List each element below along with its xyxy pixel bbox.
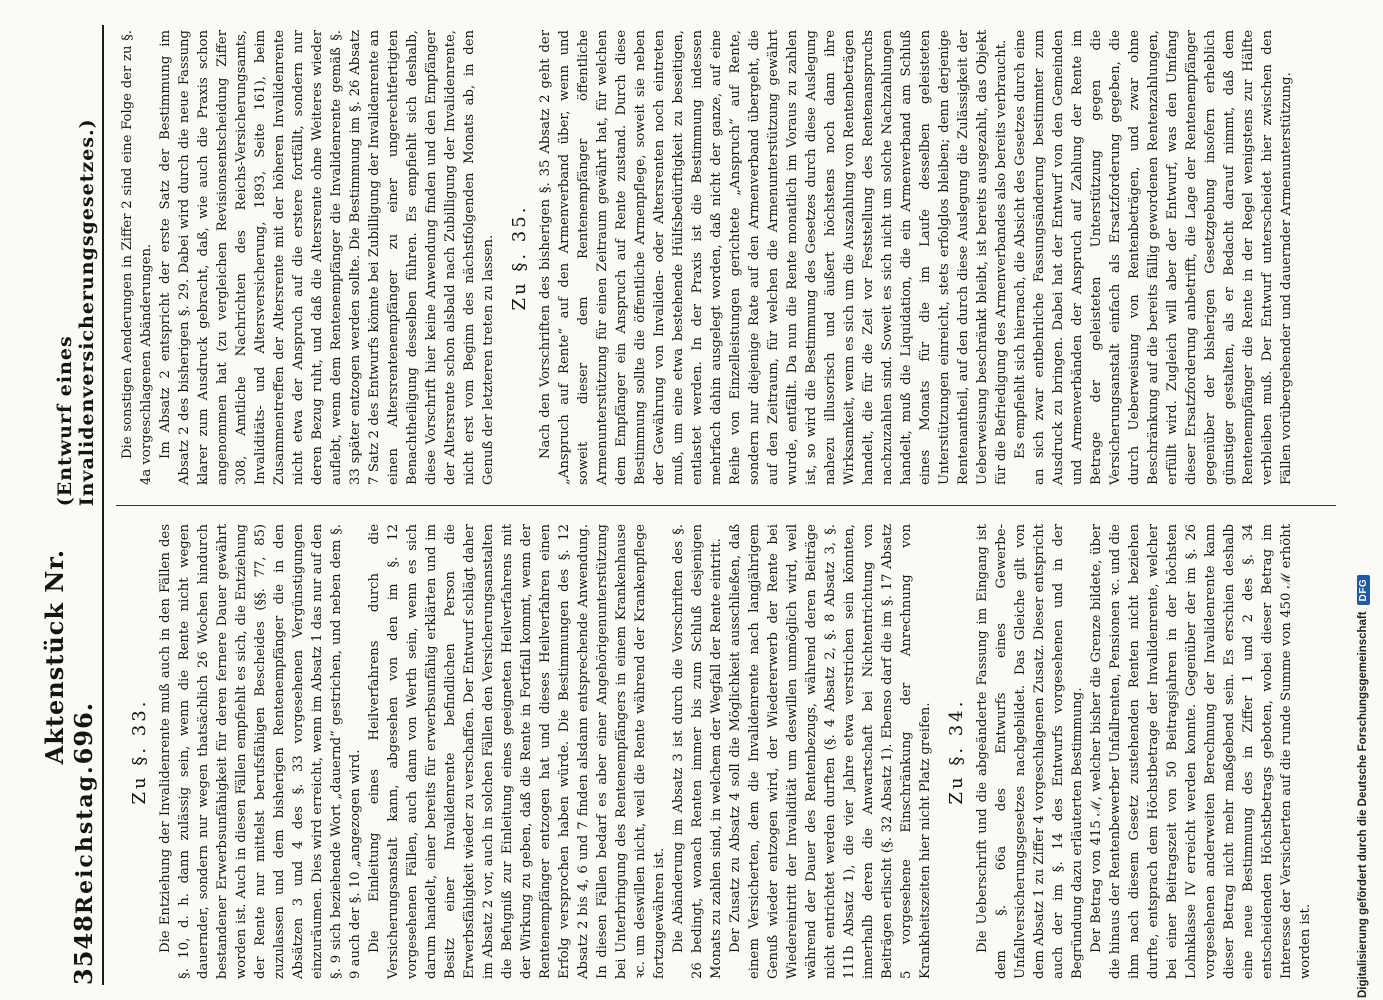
paragraph: Nach den Vorschriften des bisherigen §. 35 Absatz 2 geht der „Anspruch auf Rente“ auf den Armenverband über, wenn und soweit dieser dem Rentenempfänger öffentliche Armenunterstützung für einen Zeitraum gewährt hat, für welchen dem Empfänger ein Anspruch auf Rente zustand. Durch diese Bestimmung sollte die öffentliche Armenpflege, soweit sie neben der Gewährung von Invaliden- oder Altersrenten noch eintreten muß, um eine etwa bestehende Hülfsbedürftigkeit zu beseitigen, entlastet werden. In der Praxis ist die Bestimmung indessen mehrfach dahin ausgelegt worden, daß nicht der ganze, auf eine Reihe von Einzelleistungen gerichtete „Anspruch“ auf Rente, sondern nur diejenige Rate auf den Armenverband übergeht, die auf den Zeitraum, für welchen die Armenunterstützung gewährt wurde, entfällt. Da nun die Rente monatlich im Voraus zu zahlen ist, so wird die Bestimmung des Gesetzes durch diese Auslegung nahezu illusorisch und äußert höchstens noch dann ihre Wirksamkeit, wenn es sich um die Auszahlung von Rentenbeträgen handelt, die für die Zeit vor Feststellung des Rentenanspruchs nachzuzahlen sind. Soweit es sich nicht um solche Nachzahlungen handelt, muß die Liquidation, die ein Armenverband am Schluß eines Monats für die im Laufe desselben geleisteten Unterstützungen einreicht, stets erfolglos bleiben; denn derjenige Rentenantheil, auf den durch diese Auslegung die Zulässigkeit der Ueberweisung beschränkt bleibt, ist bereits ausgezahlt, das Objekt für die Befriedigung des Armenverbandes also bereits verbraucht. bbox=[538, 30, 1009, 485]
header-document-number: Aktenstück Nr. 696. bbox=[40, 548, 98, 765]
paragraph: Es empfiehlt sich hiernach, die Absicht des Gesetzes durch eine an sich zwar entbehrliche Fassungsänderung bestimmter zum Ausdruck zu bringen. Dabei hat der Entwurf von den Gemeinden und Armenverbänden der Anspruch auf Zahlung der Rente im Betrage der geleisteten Unterstützung gegen die Versicherungsanstalt einfach als Ersatzforderung gegeben, die durch Ueberweisung von Rentenbeträgen, und zwar ohne Beschränkung auf die bereits fällig gewordenen Rentenzahlungen, erfüllt wird. Zugleich will aber der Entwurf, was den Umfang dieser Ersatzforderung anbetrifft, die Lage der Rentenempfänger gegenüber der bisherigen Gesetzgebung insofern erheblich günstiger gestalten, als er Bedacht darauf nimmt, daß dem Rentenempfänger die Rente in der Regel wenigstens zur Hälfte verbleiben muß. Der Entwurf unterscheidet hier zwischen den Fällen vorübergehender und dauernder Armenunterstützung. bbox=[1013, 30, 1294, 485]
page-number: 3548 bbox=[69, 914, 98, 985]
paragraph: Die Ueberschrift und die abgeänderte Fassung im Eingang ist dem §. 66a des Entwurfs eines Gewerbe-Unfallversicherungsgesetzes nachgebildet. Das Gleiche gilt von dem Absatz 1 zu Ziffer 4 vorgeschlagenen Zusatz. Dieser entspricht auch der im §. 14 des Entwurfs vorgesehenen und in der Begründung dazu erläuterten Bestimmung. bbox=[975, 524, 1085, 979]
right-column bbox=[118, 30, 1296, 485]
header-reichstag: Reichstag. bbox=[72, 764, 98, 915]
paragraph: Der Betrag von 415 ℳ, welcher bisher die Grenze bildete, über die hinaus der Rentenbewerber Unfallrenten, Pensionen ꝛc. und die ihm nach diesem Gesetz zustehenden Renten nicht beziehen durfte, entsprach dem Höchstbetrage der Invalidenrente, welcher bei einer Beitragszeit von 50 Beitragsjahren in der höchsten Lohnklasse IV erreicht werden konnte. Gegenüber der im §. 26 vorgesehenen anderweiten Berechnung der Invalidenrente kann dieser Betrag nicht mehr maßgebend sein. Es erschien deshalb eine neue Bestimmung des in Ziffer 1 und 2 des §. 34 entscheidenden Höchstbetrags geboten, wobei dieser Betrag im Interesse der Versicherten auf die runde Summe von 450 ℳ erhöht worden ist. bbox=[1089, 524, 1313, 979]
header-document-title: (Entwurf eines Invalidenversicherungsgesetzes.) bbox=[54, 118, 98, 507]
paragraph: Im Absatz 2 entspricht der erste Satz der Bestimmung im Absatz 2 des bisherigen §. 29. Dabei wird durch die neue Fassung klarer zum Ausdruck gebracht, daß, wie auch die Praxis schon angenommen hat (zu vergleichen Revisionsentscheidung Ziffer 308, Amtliche Nachrichten des Reichs-Versicherungsamts, Invaliditäts- und Altersversicherung, 1893, Seite 161), beim Zusammentreffen der Altersrente mit der höheren Invalidenrente nicht etwa der Anspruch auf die erstere fortfällt, sondern nur deren Bezug ruht, und daß die Altersrente ohne Weiteres wieder auflebt, wenn dem Rentenempfänger die Invalidenrente gemäß §. 33 später entzogen werden sollte. Die Bestimmung im §. 26 Absatz 7 Satz 2 des Entwurfs könnte bei Zubilligung der Invalidenrente an einen Altersrentenempfänger zu einer ungerechtfertigten Benachtheiligung desselben führen. Es empfiehlt sich deshalb, diese Vorschrift hier keine Anwendung finden und den Empfänger der Altersrente schon alsbald nach Zubilligung der Invalidenrente, nicht erst vom Beginn des nächstfolgenden Monats ab, in den Genuß der letzteren treten zu lassen. bbox=[158, 30, 496, 485]
paragraph: Die Entziehung der Invalidenrente muß auch in den Fällen des §. 10, d. h. dann zulässig sein, wenn die Rente nicht wegen dauernder, sondern nur wegen thatsächlich 26 Wochen hindurch bestandener Erwerbsunfähigkeit für deren fernere Dauer gewährt worden ist. Auch in diesen Fällen empfiehlt es sich, die Entziehung der Rente nur mittelst berufsfähigen Bescheides (§§. 77, 85) zuzulassen und dem bisherigen Rentenempfänger die in den Absätzen 3 und 4 des §. 33 vorgesehenen Vergünstigungen einzuräumen. Dies wird erreicht, wenn im Absatz 1 das nur auf den §. 9 sich beziehende Wort „dauernd“ gestrichen, und neben dem §. 9 auch der §. 10 „angezogen wird. bbox=[158, 524, 363, 979]
document-page bbox=[40, 25, 1350, 985]
digitization-text: Digitalisierung gefördert durch die Deutsche Forschungsgemeinschaft bbox=[1357, 611, 1369, 998]
paragraph: Die Abänderung im Absatz 3 ist durch die Vorschriften des §. 26 bedingt, wonach Renten immer bis zum Schluß desjenigen Monats zu zahlen sind, in welchem der Wegfall der Rente eintritt. bbox=[671, 524, 724, 979]
paragraph: Die sonstigen Aenderungen in Ziffer 2 sind eine Folge der zu §. 4a vorgeschlagenen Abänderungen. bbox=[120, 30, 154, 485]
page-header bbox=[40, 25, 104, 985]
paragraph: Die Einleitung eines Heilverfahrens durch die Versicherungsanstalt kann, abgesehen von den im §. 12 vorgesehenen Fällen, auch dann von Werth sein, wenn es sich darum handelt, einer bereits für erwerbsunfähig erklärten und im Besitz einer Invalidenrente befindlichen Person die Erwerbsfähigkeit wieder zu verschaffen. Der Entwurf schlägt daher im Absatz 2 vor, auch in solchen Fällen den Versicherungsanstalten die Befugniß zur Einleitung eines geeigneten Heilverfahrens mit der Wirkung zu geben, daß die Rente in Fortfall kommt, wenn der Rentenempfänger entzogen hat und dieses Heilverfahren einen Erfolg versprochen haben würde. Die Bestimmungen des §. 12 Absatz 2 bis 4, 6 und 7 finden alsdann entsprechende Anwendung. In diesen Fällen bedarf es aber einer Angehörigenunterstützung bei Unterbringung des Rentenempfängers in einem Krankenhause ꝛc. um deswillen nicht, weil die Rente während der Krankenpflege fortzugewähren ist. bbox=[367, 524, 667, 979]
left-column bbox=[118, 524, 1315, 979]
section-heading: Zu §. 35. bbox=[509, 204, 530, 311]
header-right-group bbox=[40, 25, 98, 764]
column-divider bbox=[116, 505, 1336, 506]
section-heading: Zu §. 33. bbox=[129, 698, 150, 805]
paragraph: Der Zusatz zu Absatz 4 soll die Möglichkeit ausschließen, daß einem Versicherten, dem die Invalidenrente nach langjährigem Genuß wieder entzogen wird, der Wiedererwerb der Rente bei Wiedereintritt der Invalidität um deswillen unmöglich wird, weil während der Dauer des Rentenbezugs, während deren Beiträge nicht entrichtet werden durften (§. 4 Absatz 2, §. 8 Absatz 3, §. 111b Absatz 1), die vier Jahre etwa verstrichen sein könnten, innerhalb deren die Anwartschaft bei Nichtentrichtung von Beiträgen erlischt (§. 32 Absatz 1). Ebenso darf die im §. 17 Absatz 5 vorgesehene Einschränkung der Anrechnung von Krankheitszeiten hier nicht Platz greifen. bbox=[728, 524, 933, 979]
section-heading: Zu §. 34. bbox=[946, 698, 967, 805]
dfg-logo: DFG bbox=[1357, 575, 1370, 606]
digitization-note bbox=[1350, 8, 1376, 998]
